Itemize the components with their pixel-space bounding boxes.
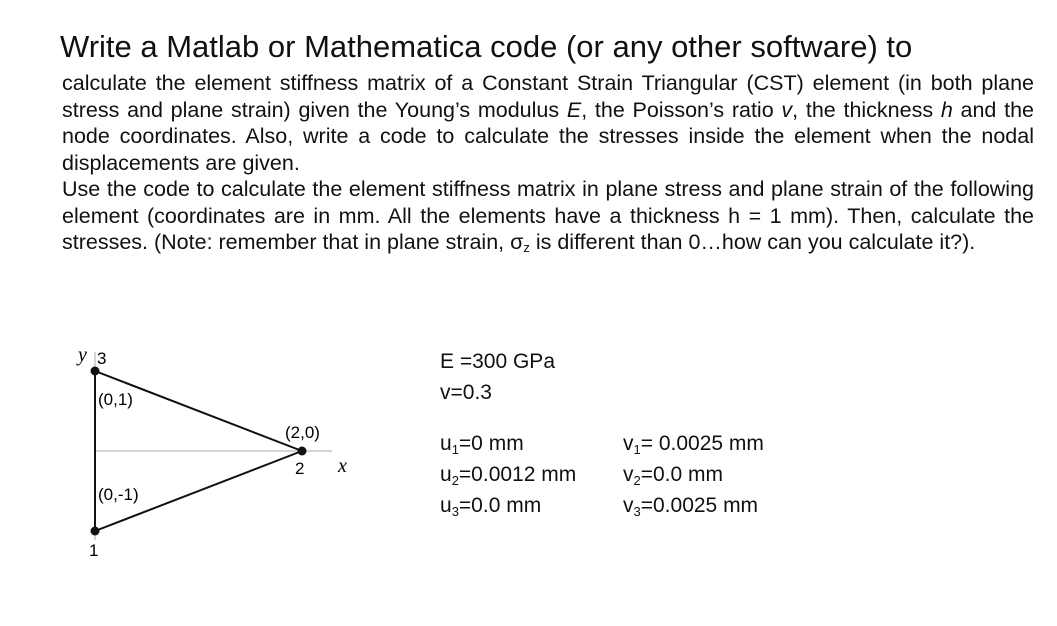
node-2-coord: (2,0) — [285, 423, 320, 442]
edge-3-2 — [95, 371, 302, 451]
node-3-label: 3 — [97, 349, 107, 368]
v3-value: v3=0.0025 mm — [623, 494, 759, 519]
v1-value: v1= 0.0025 mm — [623, 432, 764, 457]
node-2 — [298, 447, 307, 456]
u3-value: u3=0.0 mm — [440, 494, 542, 519]
paragraph-1: calculate the element stiffness matrix of a Constant Strain Triangular (CST) element (in both plane stress and plane strain) given the Young’s modulus E, the Poisson’s ratio v, the thickness h and the node coordinates. Also, write a code to calculate the stresses inside the element when the nodal displacements are given. — [62, 71, 1034, 175]
displacement-row-3 — [440, 494, 840, 525]
material-parameters — [440, 346, 555, 408]
paragraph-2: Use the code to calculate the element stiffness matrix in plane stress and plane strain of the following element (coordinates are in mm. All the elements have a thickness h = 1 mm). Then, calculate the stresses. (Note: remember that in plane strain, $\sigma_z$ is different than 0…how can you calculate it?). — [62, 177, 1034, 255]
node-2-label: 2 — [295, 459, 305, 478]
x-axis-label: x — [338, 455, 347, 477]
node-1 — [91, 527, 100, 536]
displacement-row-2 — [440, 463, 840, 494]
nodal-displacements — [440, 432, 840, 525]
cst-element-figure — [70, 340, 370, 580]
node-3-coord: (0,1) — [98, 390, 133, 409]
youngs-modulus: E =300 GPa — [440, 350, 555, 373]
v2-value: v2=0.0 mm — [623, 463, 724, 488]
poissons-ratio: v=0.3 — [440, 381, 492, 404]
node-1-label: 1 — [89, 541, 99, 560]
y-axis-label: y — [78, 344, 87, 366]
node-1-coord: (0,-1) — [98, 485, 139, 504]
displacement-row-1 — [440, 432, 840, 463]
u2-value: u2=0.0012 mm — [440, 463, 577, 488]
problem-body — [62, 70, 1034, 262]
u1-value: u1=0 mm — [440, 432, 524, 457]
problem-title: Write a Matlab or Mathematica code (or any other software) to — [60, 29, 913, 64]
